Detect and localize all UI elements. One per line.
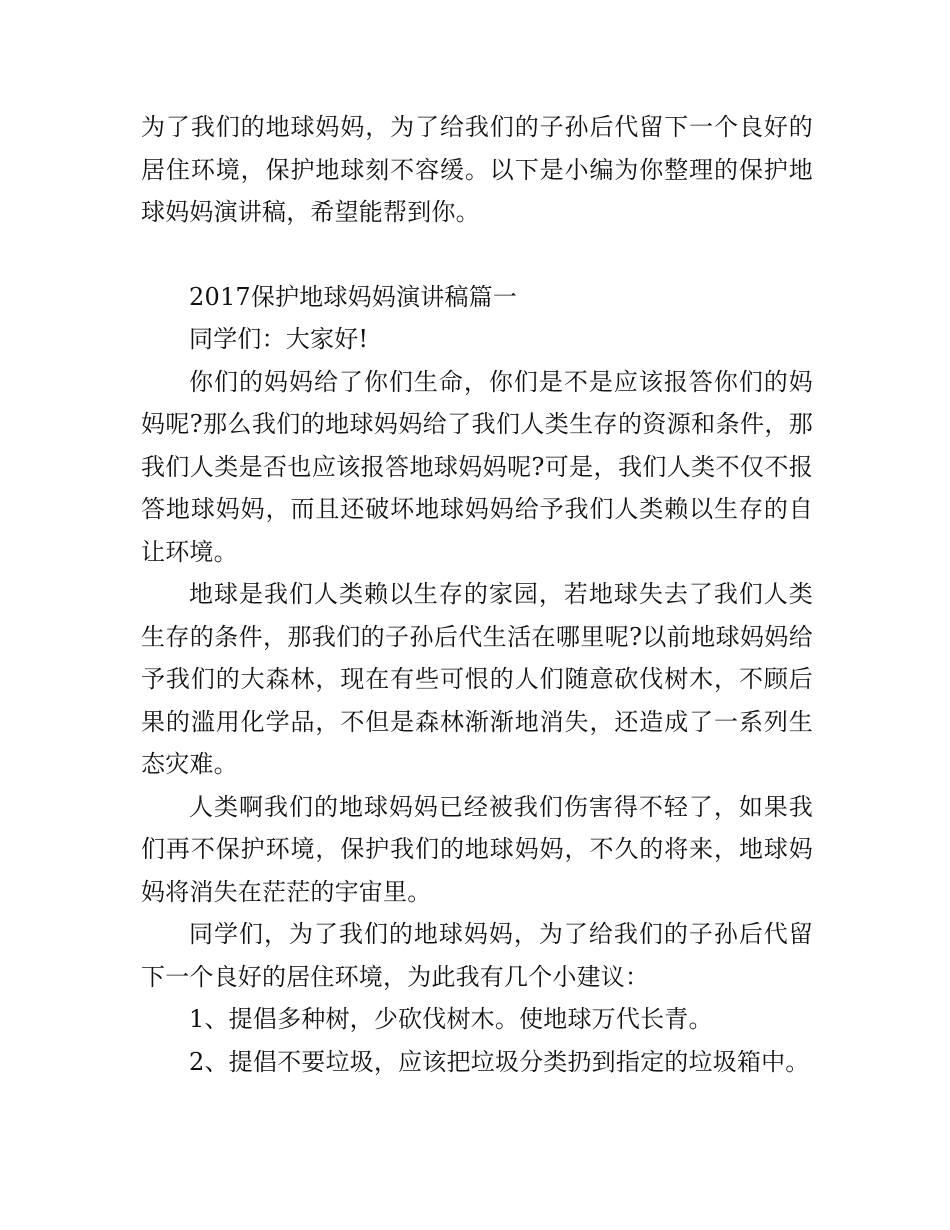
intro-paragraph: 为了我们的地球妈妈，为了给我们的子孙后代留下一个良好的居住环境，保护地球刻不容缓。以下是小编为你整理的保护地球妈妈演讲稿，希望能帮到你。: [141, 113, 813, 226]
speech-paragraph-2: 地球是我们人类赖以生存的家园，若地球失去了我们人类生存的条件，那我们的子孙后代生活在哪里呢?以前地球妈妈给予我们的大森林，现在有些可恨的人们随意砍伐树木，不顾后果的滥用化学品，不但是森林渐渐地消失，还造成了一系列生态灾难。: [141, 580, 813, 778]
speech-paragraph-1: 你们的妈妈给了你们生命，你们是不是应该报答你们的妈妈呢?那么我们的地球妈妈给了我们人类生存的资源和条件，那我们人类是否也应该报答地球妈妈呢?可是，我们人类不仅不报答地球妈妈，而且还破坏地球妈妈给予我们人类赖以生存的自让环境。: [141, 367, 813, 566]
suggestion-item-1: 1、提倡多种树，少砍伐树木。使地球万代长青。: [189, 1005, 713, 1033]
speech-paragraph-4: 同学们，为了我们的地球妈妈，为了给我们的子孙后代留下一个良好的居住环境，为此我有几个小建议：: [141, 920, 813, 991]
suggestion-item-2: 2、提倡不要垃圾，应该把垃圾分类扔到指定的垃圾箱中。: [189, 1047, 810, 1076]
speech-paragraph-3: 人类啊我们的地球妈妈已经被我们伤害得不轻了，如果我们再不保护环境，保护我们的地球妈妈，不久的将来，地球妈妈将消失在茫茫的宇宙里。: [141, 792, 813, 906]
paragraph-gap: [141, 234, 813, 276]
document-body: [141, 106, 813, 1083]
speech-heading: 2017保护地球妈妈演讲稿篇一: [189, 282, 518, 311]
speech-greeting: 同学们：大家好!: [189, 325, 369, 353]
